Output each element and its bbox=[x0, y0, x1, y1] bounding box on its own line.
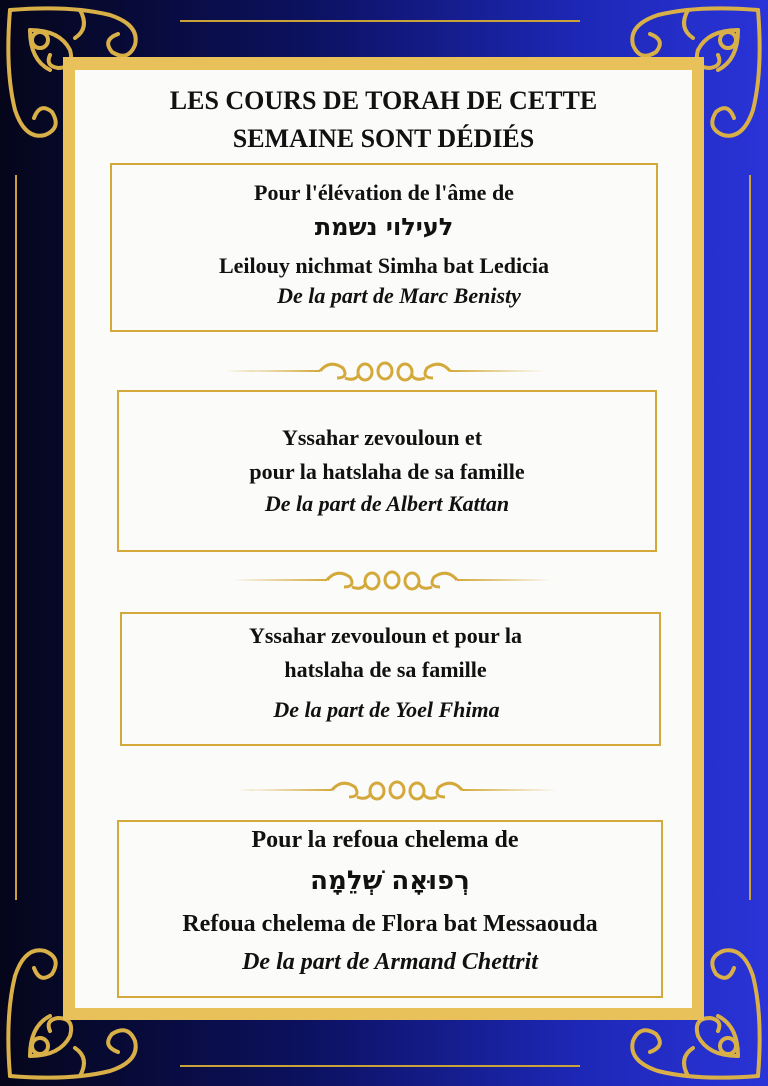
dedication-2-from: De la part de Albert Kattan bbox=[264, 491, 510, 516]
title-line-2: SEMAINE SONT DÉDIÉS bbox=[232, 124, 535, 153]
ornamental-divider-3-icon bbox=[237, 775, 557, 805]
bottom-gold-line bbox=[180, 1065, 580, 1067]
dedication-2-line2: pour la hatslaha de sa famille bbox=[249, 459, 525, 484]
title-line-1: LES COURS DE TORAH DE CETTE bbox=[169, 86, 598, 115]
dedication-1-line1: Pour l'élévation de l'âme de bbox=[254, 180, 514, 205]
dedication-card-4 bbox=[117, 820, 663, 998]
right-gold-line bbox=[749, 175, 751, 900]
dedication-4-hebrew: רְפוּאָה שְׁלֵמָה bbox=[310, 866, 470, 896]
dedication-2-line1: Yssahar zevouloun et bbox=[281, 425, 483, 450]
dedication-card-1 bbox=[110, 163, 658, 332]
dedication-3-line2: hatslaha de sa famille bbox=[284, 657, 487, 682]
dedication-3-line1: Yssahar zevouloun et pour la bbox=[248, 623, 522, 648]
dedication-4-line1: Pour la refoua chelema de bbox=[251, 827, 519, 853]
dedication-1-hebrew: לעילוי נשמת bbox=[314, 213, 454, 241]
dedication-3-from: De la part de Yoel Fhima bbox=[273, 697, 500, 722]
dedication-1-line3: Leilouy nichmat Simha bat Ledicia bbox=[218, 253, 550, 278]
dedication-4-from: De la part de Armand Chettrit bbox=[242, 949, 538, 975]
dedication-4-line3: Refoua chelema de Flora bat Messaouda bbox=[182, 911, 598, 937]
dedication-card-3 bbox=[120, 612, 661, 746]
ornamental-divider-1-icon bbox=[225, 356, 545, 386]
dedication-card-2 bbox=[117, 390, 657, 552]
left-gold-line bbox=[15, 175, 17, 900]
top-gold-line bbox=[180, 20, 580, 22]
ornamental-divider-2-icon bbox=[232, 565, 552, 595]
page-title bbox=[75, 82, 692, 158]
dedication-1-from: De la part de Marc Benisty bbox=[277, 283, 521, 308]
